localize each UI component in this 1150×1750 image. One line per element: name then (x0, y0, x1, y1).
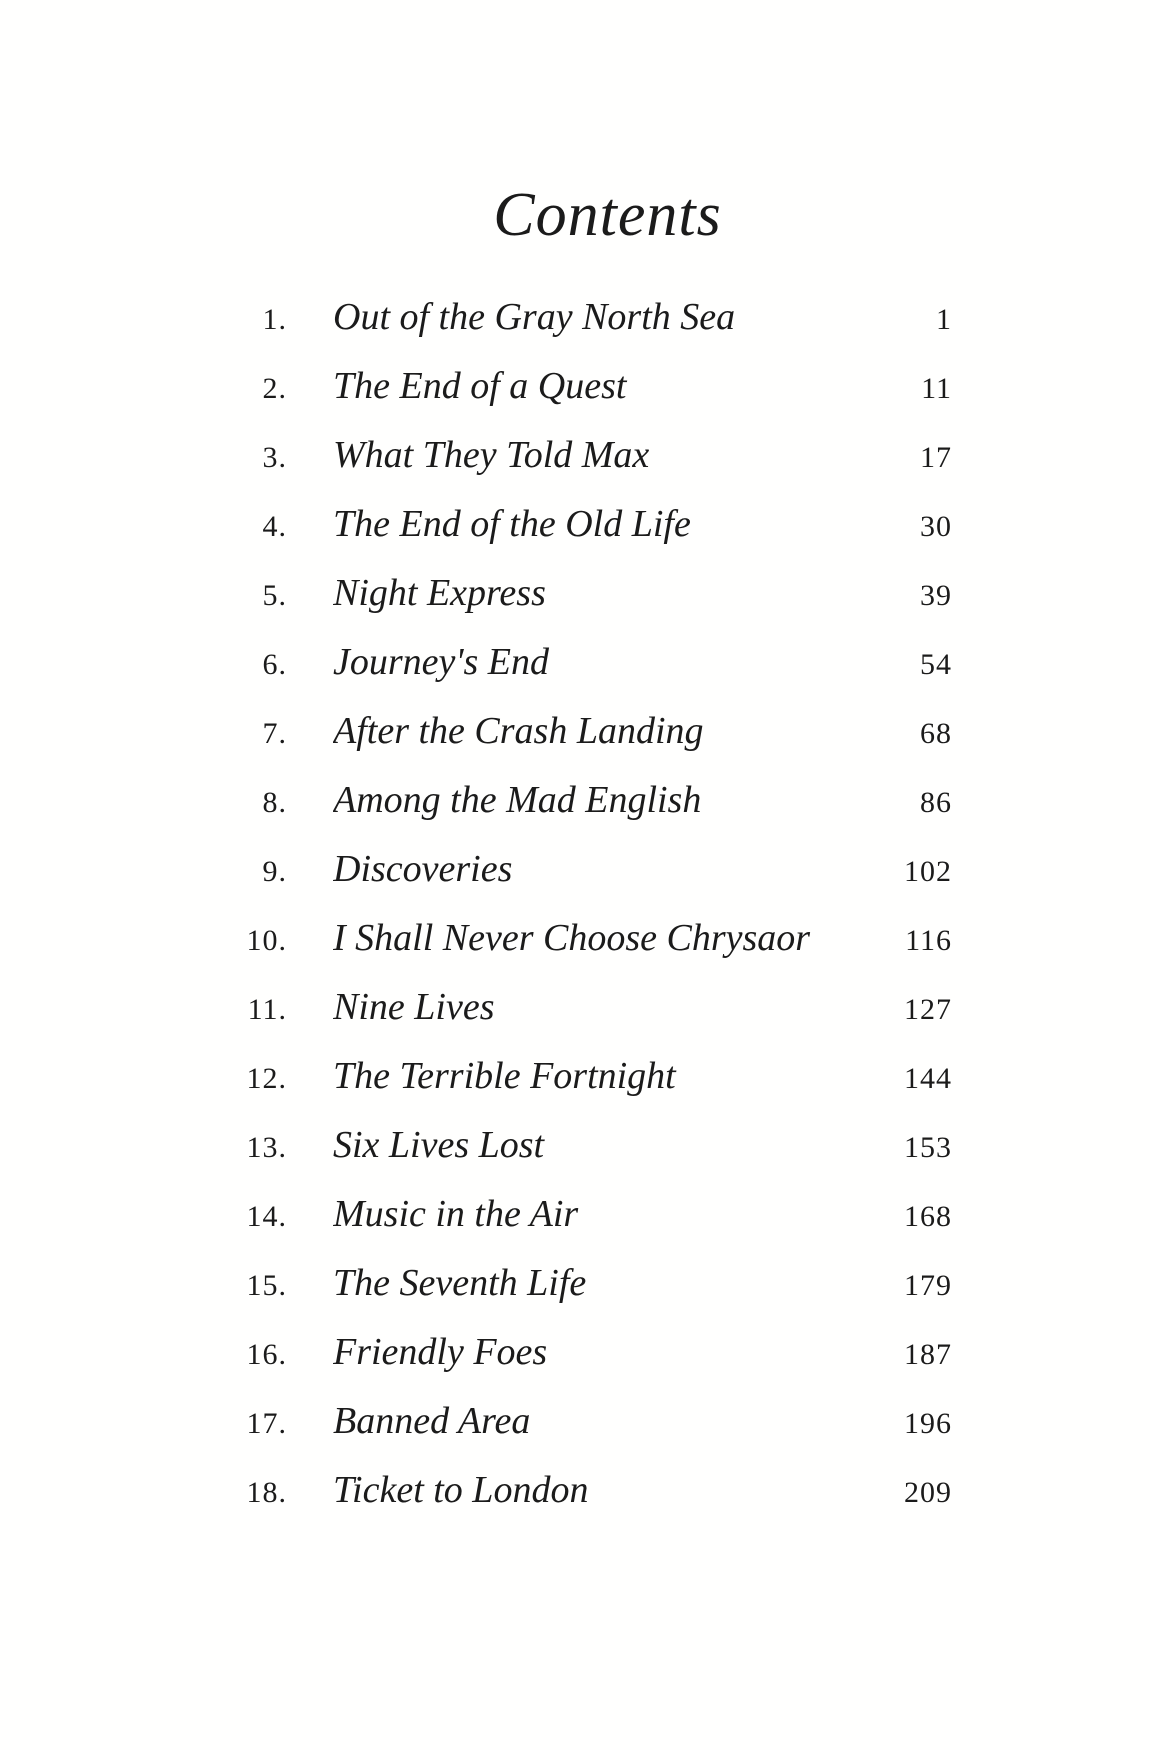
chapter-title: What They Told Max (333, 434, 650, 476)
chapter-title: Ticket to London (333, 1469, 589, 1511)
chapter-number: 11. (247, 993, 287, 1026)
toc-entry (215, 1456, 952, 1525)
chapter-page: 187 (904, 1338, 952, 1371)
chapter-number: 8. (262, 786, 287, 819)
chapter-page: 68 (920, 717, 952, 750)
chapter-number: 6. (262, 648, 287, 681)
toc-entry (215, 835, 952, 904)
chapter-page: 196 (904, 1407, 952, 1440)
chapter-number: 16. (246, 1338, 287, 1371)
toc-entry (215, 904, 952, 973)
chapter-number: 17. (246, 1407, 287, 1440)
chapter-page: 116 (905, 924, 952, 957)
chapter-page: 11 (921, 372, 952, 405)
toc-entry (215, 1249, 952, 1318)
toc-entry (215, 973, 952, 1042)
chapter-page: 127 (904, 993, 952, 1026)
chapter-title: Friendly Foes (333, 1331, 548, 1373)
chapter-title: After the Crash Landing (333, 710, 704, 752)
toc-entry (215, 766, 952, 835)
chapter-number: 18. (246, 1476, 287, 1509)
chapter-page: 86 (920, 786, 952, 819)
chapter-page: 1 (936, 303, 952, 336)
chapter-title: The Terrible Fortnight (333, 1055, 676, 1097)
chapter-title: Discoveries (333, 848, 513, 890)
toc-entry (215, 352, 952, 421)
chapter-title: Night Express (333, 572, 546, 614)
chapter-page: 168 (904, 1200, 952, 1233)
chapter-page: 209 (904, 1476, 952, 1509)
chapter-title: Six Lives Lost (333, 1124, 545, 1166)
toc-entry (215, 421, 952, 490)
toc-entry (215, 697, 952, 766)
toc-entry (215, 1042, 952, 1111)
toc-entry (215, 628, 952, 697)
chapter-page: 179 (904, 1269, 952, 1302)
chapter-number: 7. (262, 717, 287, 750)
chapter-number: 3. (262, 441, 287, 474)
chapter-number: 4. (262, 510, 287, 543)
chapter-title: Among the Mad English (333, 779, 702, 821)
toc-entry (215, 1111, 952, 1180)
toc-list (215, 283, 952, 1525)
chapter-title: The End of a Quest (333, 365, 627, 407)
chapter-title: I Shall Never Choose Chrysaor (333, 917, 811, 959)
chapter-number: 13. (246, 1131, 287, 1164)
chapter-number: 10. (246, 924, 287, 957)
chapter-number: 15. (246, 1269, 287, 1302)
chapter-page: 39 (920, 579, 952, 612)
chapter-page: 30 (920, 510, 952, 543)
chapter-number: 5. (262, 579, 287, 612)
chapter-page: 153 (904, 1131, 952, 1164)
chapter-page: 102 (904, 855, 952, 888)
chapter-title: The End of the Old Life (333, 503, 691, 545)
chapter-number: 9. (262, 855, 287, 888)
chapter-title: Out of the Gray North Sea (333, 296, 736, 338)
page-title: Contents (493, 181, 722, 249)
toc-entry (215, 490, 952, 559)
chapter-title: Banned Area (333, 1400, 531, 1442)
toc-entry (215, 1387, 952, 1456)
chapter-number: 14. (246, 1200, 287, 1233)
chapter-title: Nine Lives (333, 986, 495, 1028)
toc-entry (215, 559, 952, 628)
chapter-page: 144 (904, 1062, 952, 1095)
chapter-title: Music in the Air (333, 1193, 579, 1235)
chapter-page: 17 (920, 441, 952, 474)
chapter-title: Journey's End (333, 641, 550, 683)
chapter-title: The Seventh Life (333, 1262, 587, 1304)
chapter-number: 12. (246, 1062, 287, 1095)
toc-entry (215, 1180, 952, 1249)
chapter-number: 1. (262, 303, 287, 336)
toc-entry (215, 283, 952, 352)
toc-entry (215, 1318, 952, 1387)
chapter-page: 54 (920, 648, 952, 681)
chapter-number: 2. (262, 372, 287, 405)
